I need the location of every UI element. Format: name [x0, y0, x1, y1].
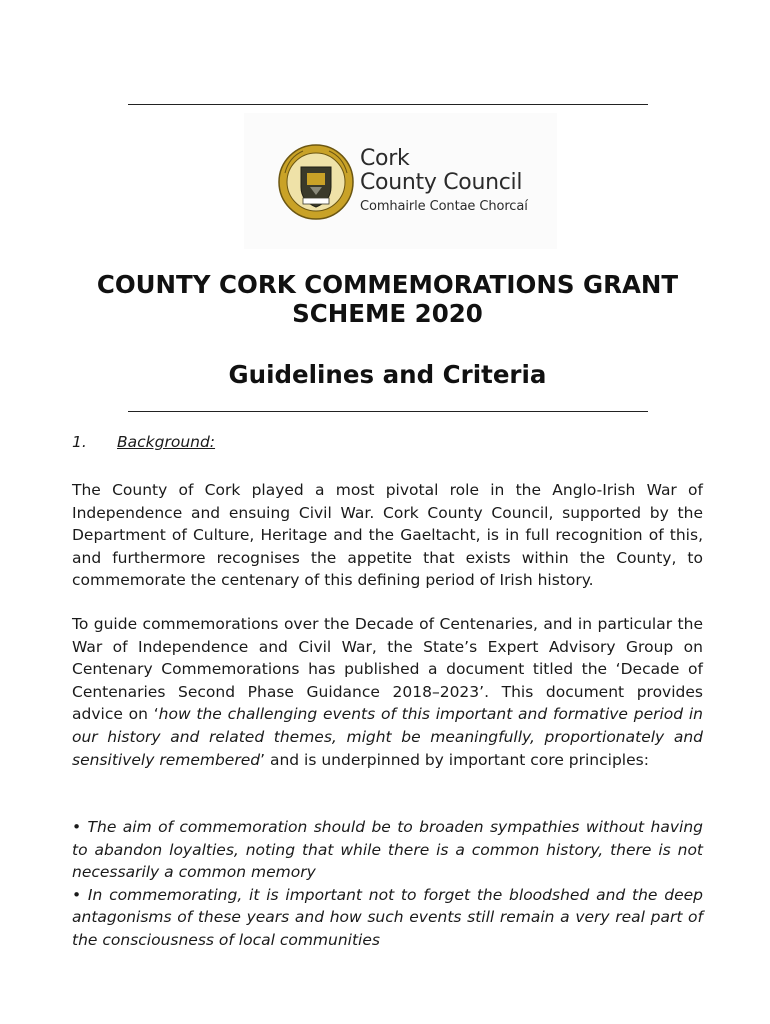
logo-line-cork: Cork [360, 146, 410, 171]
top-divider-rule [128, 104, 648, 105]
principle-item: • In commemorating, it is important not to forget the bloodshed and the deep antagonisms of these years and how such events still remain a very real part of the consciousness of local communities [72, 885, 703, 949]
logo-line-county-council: County Council [360, 170, 523, 195]
section-number: 1. [72, 433, 87, 451]
principles-list [72, 816, 703, 952]
section-heading [72, 433, 215, 451]
council-logo [244, 113, 557, 249]
section-heading-text: Background: [117, 433, 216, 451]
title-divider-rule [128, 411, 648, 412]
background-paragraph-2 [72, 613, 703, 771]
paragraph-2-end: ’ and is underpinned by important core principles: [260, 750, 649, 769]
background-paragraph-1: The County of Cork played a most pivotal role in the Anglo-Irish War of Independence and ensuing Civil War. Cork County Council, supported by the Department of Culture, Heritage and the Gaeltacht, is in full recognition of this, and furthermore recognises the appetite that exists within the County, to commemorate the centenary of this defining period of Irish history. [72, 481, 703, 590]
council-seal-icon [277, 143, 355, 221]
logo-line-irish-name: Comhairle Contae Chorcaí [360, 199, 528, 214]
council-wordmark [360, 147, 528, 217]
document-title: COUNTY CORK COMMEMORATIONS GRANT SCHEME 2020 [96, 270, 679, 328]
principle-item: • The aim of commemoration should be to broaden sympathies without having to abandon loyalties, noting that while there is a common history, there is not necessarily a common memory [72, 818, 703, 882]
paragraph-2-start: To guide commemorations over the Decade of Centenaries, and in particular the War of Independence and Civil War, the State’s Expert Advisory Group on Centenary Commemorations has published a document titled the ‘Decade of Centenaries Second Phase Guidance 2018–2023’. This document provides advice on ‘ [72, 615, 703, 724]
document-subtitle: Guidelines and Criteria [228, 360, 547, 389]
paragraph-2-quote: how the challenging events of this important and formative period in our history and related themes, might be meaningfully, proportionately and sensitively remembered [72, 705, 703, 769]
